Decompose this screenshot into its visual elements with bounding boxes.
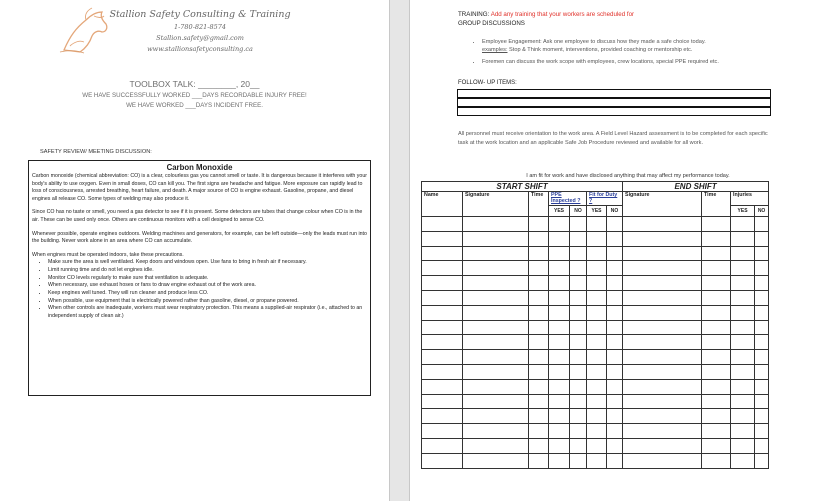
table-cell[interactable] (623, 305, 702, 320)
table-cell[interactable] (702, 453, 731, 468)
table-cell[interactable] (702, 364, 731, 379)
end-shift-header: END SHIFT (623, 182, 769, 192)
discussion-bullets (470, 38, 814, 69)
table-cell[interactable] (463, 453, 529, 468)
table-cell[interactable] (422, 290, 463, 305)
table-cell[interactable] (463, 335, 529, 350)
table-cell[interactable] (755, 409, 769, 424)
table-cell[interactable] (422, 320, 463, 335)
table-cell[interactable] (731, 305, 755, 320)
table-cell[interactable] (529, 350, 549, 365)
table-cell[interactable] (607, 305, 623, 320)
table-cell[interactable] (623, 409, 702, 424)
table-cell[interactable] (529, 217, 549, 232)
topic-paragraph: When engines must be operated indoors, take these precautions. (32, 251, 184, 258)
table-cell[interactable] (755, 438, 769, 453)
precautions-list (32, 259, 367, 320)
table-cell[interactable] (702, 217, 731, 232)
table-cell[interactable] (422, 335, 463, 350)
precaution-item: • When necessary, use exhaust hoses or fans to draw engine exhaust out of the work area. (48, 282, 367, 290)
table-cell[interactable] (549, 290, 570, 305)
table-cell[interactable] (549, 305, 570, 320)
table-cell[interactable] (587, 320, 607, 335)
table-cell[interactable] (607, 276, 623, 291)
table-cell[interactable] (702, 261, 731, 276)
carbon-monoxide-topic-box (28, 160, 371, 396)
training-hint: Add any training that your workers are scheduled for (490, 11, 635, 18)
table-cell[interactable] (422, 231, 463, 246)
topic-paragraph: Whenever possible, operate engines outdoors. Welding machines and generators, for example, can be left outside—only the leads must run into the building. Never work alone in an area where CO can accumulate. (32, 230, 367, 245)
table-cell[interactable] (607, 350, 623, 365)
table-cell[interactable] (570, 217, 587, 232)
table-cell[interactable] (587, 453, 607, 468)
table-cell[interactable] (731, 453, 755, 468)
table-row (422, 276, 808, 291)
table-row (422, 453, 808, 468)
table-cell[interactable] (755, 394, 769, 409)
table-cell[interactable] (587, 379, 607, 394)
col-header-end-time: Time (702, 192, 731, 217)
table-cell[interactable] (529, 453, 549, 468)
table-cell[interactable] (607, 335, 623, 350)
column-header-row (422, 192, 808, 206)
table-cell[interactable] (623, 453, 702, 468)
table-cell[interactable] (607, 290, 623, 305)
table-cell[interactable] (570, 394, 587, 409)
table-cell[interactable] (549, 453, 570, 468)
table-cell[interactable] (570, 364, 587, 379)
table-cell[interactable] (587, 364, 607, 379)
follow-up-label: FOLLOW- UP ITEMS: (458, 80, 517, 86)
table-cell[interactable] (463, 364, 529, 379)
table-cell[interactable] (422, 261, 463, 276)
company-phone: 1-780-821-8574 (173, 23, 227, 31)
left-page (0, 0, 390, 501)
table-cell[interactable] (623, 364, 702, 379)
table-cell[interactable] (623, 379, 702, 394)
topic-title: Carbon Monoxide (166, 163, 233, 172)
table-cell[interactable] (549, 335, 570, 350)
table-cell[interactable] (422, 246, 463, 261)
table-cell[interactable] (607, 261, 623, 276)
table-cell[interactable] (422, 379, 463, 394)
table-cell[interactable] (587, 438, 607, 453)
col-header-fit (587, 192, 623, 206)
table-cell[interactable] (731, 438, 755, 453)
table-cell[interactable] (529, 409, 549, 424)
table-cell[interactable] (463, 246, 529, 261)
table-cell[interactable] (422, 350, 463, 365)
table-cell[interactable] (623, 217, 702, 232)
table-cell[interactable] (731, 261, 755, 276)
precaution-item: • When other controls are inadequate, workers must wear respiratory protection. This means a supplied-air respirator (i.e., attached to an independent supply of clean air.) (48, 305, 367, 320)
table-cell[interactable] (731, 276, 755, 291)
table-cell[interactable] (731, 320, 755, 335)
table-cell[interactable] (570, 335, 587, 350)
right-page (409, 0, 814, 501)
table-row (422, 231, 808, 246)
table-cell[interactable] (570, 379, 587, 394)
discussion-bullet-engagement (482, 38, 814, 55)
table-cell[interactable] (623, 261, 702, 276)
table-row (422, 424, 808, 439)
incident-free-line: WE HAVE WORKED ___DAYS INCIDENT FREE. (126, 102, 263, 109)
table-cell[interactable] (731, 350, 755, 365)
table-cell[interactable] (755, 453, 769, 468)
discussion-bullet-foremen: • Foremen can discuss the work scope with employees, crew locations, special PPE required etc. (482, 58, 814, 66)
table-cell[interactable] (570, 350, 587, 365)
table-cell[interactable] (587, 335, 607, 350)
table-cell[interactable] (702, 290, 731, 305)
fit-for-work-statement: I am fit for work and have disclosed anything that may affect my performance today. (526, 173, 730, 179)
safety-review-label: SAFETY REVIEW/ MEETING DISCUSSION: (40, 149, 152, 155)
table-cell[interactable] (549, 231, 570, 246)
company-website: www.stallionsafetyconsulting.ca (147, 45, 253, 53)
col-header-injuries: Injuries (731, 192, 769, 206)
toolbox-talk-title: TOOLBOX TALK: ________, 20__ (129, 79, 260, 89)
table-cell[interactable] (607, 217, 623, 232)
table-cell[interactable] (587, 276, 607, 291)
table-cell[interactable] (422, 364, 463, 379)
shift-header-row (422, 182, 808, 192)
table-cell[interactable] (731, 364, 755, 379)
table-cell[interactable] (529, 379, 549, 394)
table-cell[interactable] (549, 364, 570, 379)
table-cell[interactable] (529, 424, 549, 439)
fit-yes-header: YES (587, 206, 607, 217)
table-cell[interactable] (587, 261, 607, 276)
fit-label: Fit for Duty ? (589, 192, 618, 205)
table-cell[interactable] (607, 246, 623, 261)
table-cell[interactable] (570, 438, 587, 453)
table-cell[interactable] (549, 350, 570, 365)
table-cell[interactable] (570, 276, 587, 291)
col-header-signature: Signature (463, 192, 529, 217)
table-cell[interactable] (623, 335, 702, 350)
table-cell[interactable] (755, 364, 769, 379)
precaution-item: • Monitor CO levels regularly to make sure that ventilation is adequate. (48, 275, 367, 283)
table-cell[interactable] (549, 438, 570, 453)
table-cell[interactable] (587, 394, 607, 409)
table-cell[interactable] (463, 231, 529, 246)
table-cell[interactable] (529, 276, 549, 291)
table-cell[interactable] (570, 320, 587, 335)
table-cell[interactable] (607, 379, 623, 394)
table-cell[interactable] (422, 217, 463, 232)
table-cell[interactable] (529, 305, 549, 320)
table-cell[interactable] (755, 320, 769, 335)
table-cell[interactable] (702, 424, 731, 439)
table-row (422, 246, 808, 261)
table-cell[interactable] (587, 246, 607, 261)
table-cell[interactable] (755, 379, 769, 394)
table-row (422, 438, 808, 453)
group-discussions-heading: GROUP DISCUSSIONS (458, 20, 525, 27)
ppe-label: PPE Inspected ? (551, 192, 581, 205)
examples-text: Stop & Think moment, interventions, provided coaching or mentorship etc. (507, 47, 693, 54)
table-cell[interactable] (623, 276, 702, 291)
table-cell[interactable] (529, 364, 549, 379)
injuries-no-header: NO (755, 206, 769, 217)
table-cell[interactable] (702, 379, 731, 394)
table-cell[interactable] (529, 335, 549, 350)
table-cell[interactable] (607, 438, 623, 453)
table-margin (769, 182, 808, 469)
table-row (422, 320, 808, 335)
table-cell[interactable] (463, 305, 529, 320)
table-cell[interactable] (549, 409, 570, 424)
table-cell[interactable] (529, 438, 549, 453)
start-shift-header: START SHIFT (422, 182, 623, 192)
table-cell[interactable] (731, 217, 755, 232)
company-email: Stallion.safety@gmail.com (156, 34, 244, 42)
table-cell[interactable] (755, 424, 769, 439)
training-label: TRAINING: (458, 11, 490, 18)
table-cell[interactable] (570, 424, 587, 439)
table-cell[interactable] (463, 320, 529, 335)
table-cell[interactable] (623, 320, 702, 335)
table-row (422, 217, 808, 232)
table-row (422, 364, 808, 379)
table-row (422, 394, 808, 409)
topic-paragraph: Since CO has no taste or smell, you need a gas detector to see if it is present. Some detectors are tubes that change colour when CO is in the air. These can be used only once. Others are continuous monitors with a cell designed to sense CO. (32, 209, 363, 224)
table-cell[interactable] (702, 438, 731, 453)
table-cell[interactable] (570, 409, 587, 424)
table-cell[interactable] (731, 231, 755, 246)
table-cell[interactable] (731, 335, 755, 350)
orientation-notice: All personnel must receive orientation to the work area. A Field Level Hazard assessment is to be completed for each specific task at the work location and an applicable Safe Job Procedure reviewed and available for all work. (458, 131, 768, 146)
table-cell[interactable] (549, 394, 570, 409)
table-cell[interactable] (549, 320, 570, 335)
table-cell[interactable] (607, 394, 623, 409)
table-row (422, 335, 808, 350)
table-cell[interactable] (731, 409, 755, 424)
table-cell[interactable] (755, 261, 769, 276)
table-cell[interactable] (463, 276, 529, 291)
col-header-name: Name (422, 192, 463, 217)
table-row (422, 261, 808, 276)
table-cell[interactable] (549, 424, 570, 439)
table-cell[interactable] (623, 350, 702, 365)
table-cell[interactable] (549, 217, 570, 232)
table-cell[interactable] (702, 394, 731, 409)
table-cell[interactable] (607, 320, 623, 335)
table-row (422, 379, 808, 394)
table-cell[interactable] (607, 364, 623, 379)
table-cell[interactable] (463, 217, 529, 232)
table-cell[interactable] (755, 231, 769, 246)
table-cell[interactable] (463, 261, 529, 276)
follow-up-field-3[interactable] (457, 107, 771, 116)
table-cell[interactable] (570, 246, 587, 261)
table-cell[interactable] (422, 409, 463, 424)
col-header-time: Time (529, 192, 549, 217)
sign-in-table (421, 181, 808, 469)
table-cell[interactable] (463, 394, 529, 409)
table-cell[interactable] (570, 231, 587, 246)
table-cell[interactable] (463, 290, 529, 305)
table-cell[interactable] (587, 424, 607, 439)
table-row (422, 290, 808, 305)
table-cell[interactable] (702, 335, 731, 350)
table-cell[interactable] (570, 261, 587, 276)
table-row (422, 350, 808, 365)
table-cell[interactable] (422, 424, 463, 439)
table-cell[interactable] (623, 424, 702, 439)
table-cell[interactable] (702, 231, 731, 246)
table-cell[interactable] (731, 424, 755, 439)
table-cell[interactable] (463, 379, 529, 394)
table-cell[interactable] (702, 305, 731, 320)
table-cell[interactable] (549, 276, 570, 291)
table-cell[interactable] (755, 335, 769, 350)
table-cell[interactable] (731, 290, 755, 305)
precaution-item: • Make sure the area is well ventilated. Keep doors and windows open. Use fans to bring in fresh air if necessary. (48, 259, 367, 267)
table-cell[interactable] (422, 394, 463, 409)
table-cell[interactable] (607, 409, 623, 424)
precaution-item: • Keep engines well tuned. They will run cleaner and produce less CO. (48, 290, 367, 298)
examples-label: examples: (482, 47, 508, 54)
col-header-end-signature: Signature (623, 192, 702, 217)
table-cell[interactable] (463, 409, 529, 424)
table-row (422, 409, 808, 424)
table-cell[interactable] (755, 217, 769, 232)
table-cell[interactable] (702, 246, 731, 261)
table-cell[interactable] (463, 424, 529, 439)
table-cell[interactable] (549, 246, 570, 261)
table-cell[interactable] (463, 438, 529, 453)
table-row (422, 305, 808, 320)
precaution-item: • Limit running time and do not let engines idle. (48, 267, 367, 275)
ppe-yes-header: YES (549, 206, 570, 217)
table-cell[interactable] (623, 231, 702, 246)
table-cell[interactable] (529, 231, 549, 246)
table-cell[interactable] (587, 409, 607, 424)
table-cell[interactable] (755, 246, 769, 261)
table-cell[interactable] (587, 305, 607, 320)
precaution-item: • When possible, use equipment that is electrically powered rather than gasoline, diesel, or propane powered. (48, 298, 367, 306)
table-cell[interactable] (702, 276, 731, 291)
table-cell[interactable] (570, 453, 587, 468)
training-line (458, 11, 634, 18)
table-cell[interactable] (702, 320, 731, 335)
table-cell[interactable] (549, 379, 570, 394)
table-cell[interactable] (529, 320, 549, 335)
ppe-no-header: NO (570, 206, 587, 217)
table-cell[interactable] (623, 290, 702, 305)
recordable-injury-free-line: WE HAVE SUCCESSFULLY WORKED ___DAYS RECORDABLE INJURY FREE! (82, 92, 307, 99)
table-cell[interactable] (587, 217, 607, 232)
col-header-ppe (549, 192, 587, 206)
table-cell[interactable] (623, 246, 702, 261)
table-cell[interactable] (702, 409, 731, 424)
injuries-yes-header: YES (731, 206, 755, 217)
table-cell[interactable] (529, 394, 549, 409)
table-cell[interactable] (623, 438, 702, 453)
table-cell[interactable] (623, 394, 702, 409)
table-cell[interactable] (529, 261, 549, 276)
table-cell[interactable] (587, 231, 607, 246)
table-cell[interactable] (422, 438, 463, 453)
company-name: Stallion Safety Consulting & Training (109, 9, 291, 20)
table-cell[interactable] (607, 231, 623, 246)
table-cell[interactable] (607, 453, 623, 468)
engagement-text: Employee Engagement: Ask one employee to discuss how they made a safe choice today. (482, 39, 706, 45)
follow-up-field-1[interactable] (457, 89, 771, 98)
table-cell[interactable] (702, 350, 731, 365)
fit-no-header: NO (607, 206, 623, 217)
table-cell[interactable] (463, 350, 529, 365)
table-cell[interactable] (755, 350, 769, 365)
topic-paragraph: Carbon monoxide (chemical abbreviation: CO) is a clear, colourless gas you cannot smell or taste. It is dangerous because it interferes with your body's ability to use oxygen. Even in small doses, CO can kill you. The first signs are headache and fatigue. More exposure can rapidly lead to loss of consciousness, arrested breathing, heart failure, and death. A major source of CO is engine exhaust. Gasoline, propane, and diesel engines all release CO. Some types of welding may also produce it. (32, 173, 367, 202)
table-cell[interactable] (755, 305, 769, 320)
table-cell[interactable] (755, 276, 769, 291)
table-cell[interactable] (529, 290, 549, 305)
table-cell[interactable] (549, 261, 570, 276)
follow-up-field-2[interactable] (457, 98, 771, 107)
table-cell[interactable] (422, 305, 463, 320)
table-cell[interactable] (422, 276, 463, 291)
table-cell[interactable] (587, 290, 607, 305)
table-cell[interactable] (755, 290, 769, 305)
table-cell[interactable] (587, 350, 607, 365)
table-cell[interactable] (529, 246, 549, 261)
table-cell[interactable] (731, 379, 755, 394)
table-cell[interactable] (570, 305, 587, 320)
table-cell[interactable] (731, 246, 755, 261)
table-cell[interactable] (570, 290, 587, 305)
table-cell[interactable] (422, 453, 463, 468)
table-cell[interactable] (607, 424, 623, 439)
table-cell[interactable] (731, 394, 755, 409)
